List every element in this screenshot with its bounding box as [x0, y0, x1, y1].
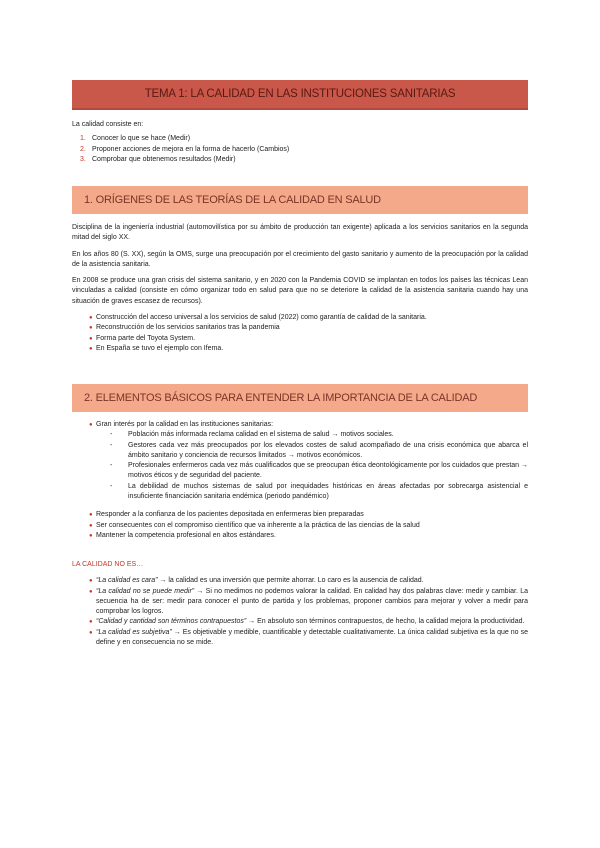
list-item: ● Responder a la confianza de los pacientes depositada en enfermeras bien preparadas [72, 510, 528, 520]
list-item: ● Reconstrucción de los servicios sanitarios tras la pandemia [72, 323, 528, 333]
section2-heading-text: 2. ELEMENTOS BÁSICOS PARA ENTENDER LA IMPORTANCIA DE LA CALIDAD [84, 392, 478, 404]
list-item: ● Forma parte del Toyota System. [72, 334, 528, 344]
document-title-bar [72, 80, 528, 110]
bullet-icon: ● [89, 588, 93, 595]
section2-body [72, 420, 528, 541]
intro-item-number: 3. [80, 155, 86, 163]
section1-paragraph: Disciplina de la ingeniería industrial (automovilística por su ámbito de producción tan exigente) aplicada a los servicios sanitarios en la segunda mitad del siglo XX. [72, 224, 528, 242]
dash-icon: - [110, 462, 113, 470]
intro-item [72, 145, 528, 155]
dash-icon: - [110, 482, 113, 490]
document-title: TEMA 1: LA CALIDAD EN LAS INSTITUCIONES SANITARIAS [144, 88, 456, 100]
list-item: ● Gran interés por la calidad en las instituciones sanitarias: [72, 420, 528, 430]
list-item: ● Ser consecuentes con el compromiso científico que va inherente a la práctica de las ciencias de la salud [72, 521, 528, 531]
section1-paragraph: En 2008 se produce una gran crisis del sistema sanitario, y en 2020 con la Pandemia COVID se implantan en todos los países las técnicas Lean vinculadas a calidad (consiste en cómo organizar todo en salud para que no se deteriore la calidad de la asistencia sanitaria cuando hay una situación de graves escasez de recursos). [72, 277, 528, 305]
intro-item [72, 155, 528, 165]
bullet-icon: ● [89, 512, 93, 519]
bullet-icon: ● [89, 532, 93, 539]
list-item: ● “La calidad es subjetiva” → Es objetivable y medible, cuantificable y detectable cualitativamente. La única calidad subjetiva es la que no se define y en consecuencia no se mide. [89, 628, 528, 647]
bullet-icon: ● [89, 335, 93, 342]
section1-body [72, 223, 528, 354]
list-item: ● Construcción del acceso universal a los servicios de salud (2022) como garantía de calidad de la sanitaria. [72, 313, 528, 323]
no-es-block [72, 560, 528, 648]
no-es-list [72, 576, 528, 648]
section1-heading [72, 186, 528, 214]
bullet-icon: ● [89, 325, 93, 332]
bullet-icon: ● [89, 522, 93, 529]
bullet-icon: ● [89, 422, 93, 428]
section1-bullet-list [72, 313, 528, 354]
section1-heading-text: 1. ORÍGENES DE LAS TEORÍAS DE LA CALIDAD EN SALUD [84, 194, 381, 206]
sub-list-item: - Población más informada reclama calidad en el sistema de salud → motivos sociales. [92, 430, 528, 440]
section2-bullet-list [72, 420, 528, 430]
sub-list-item: - Profesionales enfermeros cada vez más cualificados que se preocupan ética deontológicamente por los cuidados que prestan → motivos éticos y de seguridad del paciente. [110, 462, 529, 480]
section2-sub-list [72, 430, 528, 502]
bullet-icon: ● [89, 345, 93, 352]
section2-heading [72, 384, 528, 412]
intro-item-text: Comprobar que obtenemos resultados (Medir) [92, 155, 236, 163]
intro-item-text: Conocer lo que se hace (Medir) [92, 135, 191, 143]
list-item: ● En España se tuvo el ejemplo con Ifema. [72, 344, 528, 354]
intro-lead: La calidad consiste en: [72, 121, 144, 128]
section2-bullet-list-2 [72, 510, 528, 541]
dash-icon: - [110, 431, 113, 439]
list-item: ● “Calidad y cantidad son términos contrapuestos” → En absoluto son términos contrapuestos, de hecho, la calidad mejora la productividad. [72, 617, 528, 627]
intro-block [72, 120, 528, 165]
dash-icon: - [110, 441, 113, 449]
section1-paragraph: En los años 80 (S. XX), según la OMS, surge una preocupación por el crecimiento del gasto sanitario y aumento de la preocupación por la calidad de la asistencia sanitaria. [72, 250, 528, 268]
intro-item-number: 2. [80, 145, 86, 153]
bullet-icon: ● [89, 619, 93, 626]
list-item: ● “La calidad es cara” → la calidad es una inversión que permite ahorrar. Lo caro es la ausencia de calidad. [72, 576, 528, 586]
no-es-label: LA CALIDAD NO ES… [72, 561, 144, 568]
bullet-icon: ● [89, 315, 93, 322]
sub-list-item: - Gestores cada vez más preocupados por los elevados costes de salud acompañado de una crisis económica que abarca el ámbito sanitario y conciencia de recursos limitados → motivos económicos. [110, 441, 528, 459]
intro-item-number: 1. [80, 135, 86, 143]
list-item: ● “La calidad no se puede medir” → Si no medimos no podemos valorar la calidad. En calidad hay dos palabras clave: medir y cambiar. La secuencia ha de ser: medir para conocer el punto de partida y los problemas, proponer cambios para mejorar y volver a medir para comprobar los logros. [89, 587, 528, 616]
intro-list [72, 134, 528, 165]
intro-item-text: Proponer acciones de mejora en la forma de hacerlo (Cambios) [92, 145, 290, 153]
bullet-icon: ● [89, 578, 93, 585]
intro-item [72, 134, 528, 144]
sub-list-item: - La debilidad de muchos sistemas de salud por inequidades históricas en áreas afectadas por sobrecarga asistencial e insuficiente financiación sanitaria endémica (periodo pandémico) [110, 482, 528, 501]
list-item: ● Mantener la competencia profesional en altos estándares. [72, 531, 528, 541]
bullet-icon: ● [89, 629, 93, 636]
